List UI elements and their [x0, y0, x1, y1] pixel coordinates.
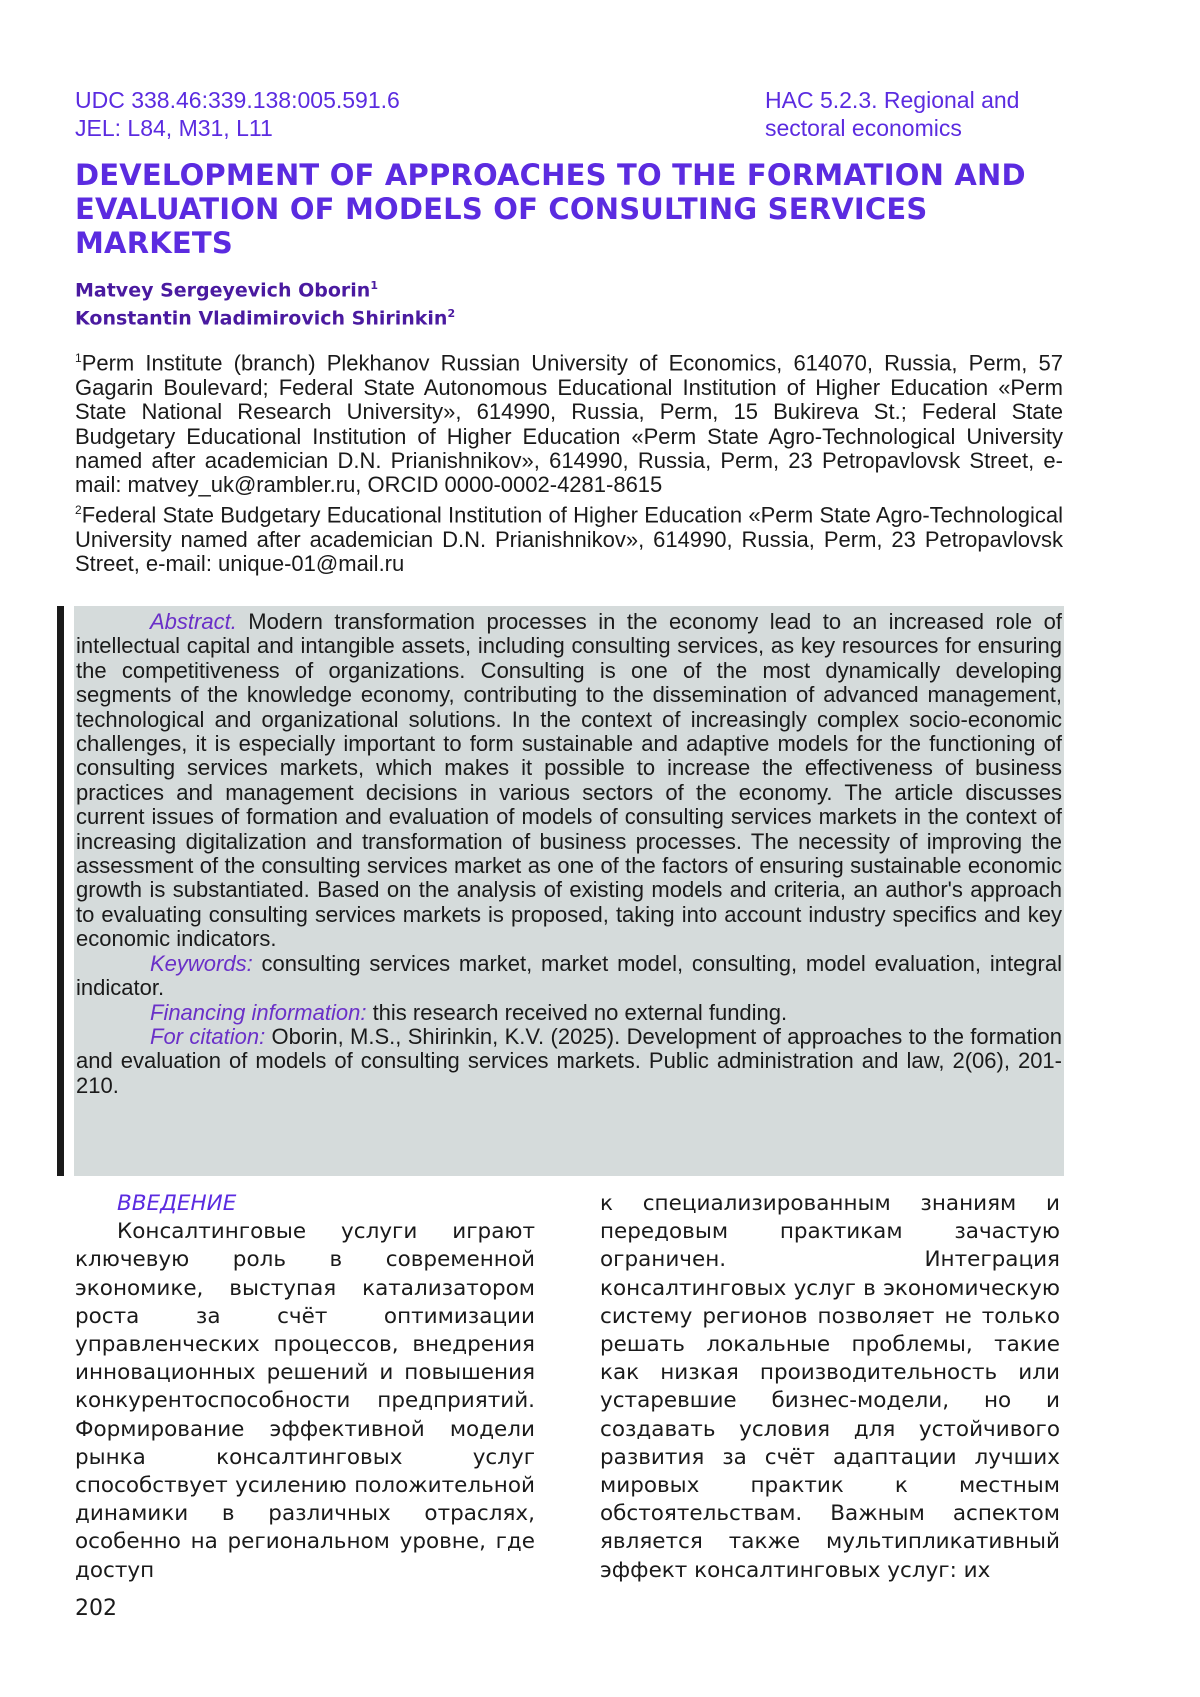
section-heading: ВВЕДЕНИЕ: [117, 1191, 237, 1216]
page-number: 202: [75, 1596, 117, 1621]
jel-code: JEL: L84, M31, L11: [75, 115, 273, 141]
classification-codes: [75, 86, 400, 142]
body-paragraph: к специализированным знаниям и передовым практикам зачастую ограничен. Интеграция консалтинговых услуг в экономическую систему регионов позволяет не только решать локальные проблемы, такие как низкая производительность или устаревшие бизнес-модели, но и создавать условия для устойчивого развития за счёт адаптации лучших мировых практик к местным обстоятельствам. Важным аспектом является также мультипликативный эффект консалтинговых услуг: их: [600, 1191, 1060, 1583]
citation-paragraph: For citation: Oborin, M.S., Shirinkin, K.V. (2025). Development of approaches to the formation and evaluation of models of consulting services markets. Public administration and law, 2(06), 201-210.: [76, 1023, 1062, 1098]
body-paragraph: Консалтинговые услуги играют ключевую роль в современной экономике, выступая катализатором роста за счёт оптимизации управленческих процессов, внедрения инновационных решений и повышения конкурентоспособности предприятий. Формирование эффективной модели рынка консалтинговых услуг способствует усилению положительной динамики в различных отраслях, особенно на региональном уровне, где доступ: [75, 1219, 535, 1583]
abstract-paragraph: Abstract. Modern transformation processes in the economy lead to an increased role of intellectual capital and intangible assets, including consulting services, as key resources for ensuring the competitiveness of organizations. Consulting is one of the most dynamically developing segments of the knowledge economy, contributing to the dissemination of advanced management, technological and organizational solutions. In the context of increasingly complex socio-economic challenges, it is especially important to form sustainable and adaptive models for the functioning of consulting services markets, which makes it possible to increase the effectiveness of business practices and management decisions in various sectors of the economy. The article discusses current issues of formation and evaluation of models of consulting services markets in the context of increasing digitalization and transformation of business processes. The necessity of improving the assessment of the consulting services market as one of the factors of ensuring sustainable economic growth is substantiated. Based on the analysis of existing models and criteria, an author's approach to evaluating consulting services markets is proposed, taking into account industry specifics and key economic indicators.: [76, 609, 1062, 952]
author: Konstantin Vladimirovich Shirinkin$^2$: [75, 307, 456, 330]
keywords-paragraph: Keywords: consulting services market, market model, consulting, model evaluation, integral indicator.: [76, 950, 1062, 1001]
hac-specialty: [765, 86, 1019, 142]
citation-label: For citation:: [150, 1023, 266, 1049]
author-list: [75, 274, 455, 331]
affiliation: $^1$Perm Institute (branch) Plekhanov Russian University of Economics, 614070, Russia, Perm, 57 Gagarin Boulevard; Federal State Autonomous Educational Institution of Higher Education «Perm State National Research University», 614990, Russia, Perm, 15 Bukireva St.; Federal State Budgetary Educational Institution of Higher Education «Perm State Agro-Technological University named after academician D.N. Prianishnikov», 614990, Russia, Perm, 23 Petropavlovsk Street, e-mail: matvey_uk@rambler.ru, ORCID 0000-0002-4281-8615: [75, 350, 1063, 498]
hac-line-1: HAC 5.2.3. Regional and: [765, 87, 1020, 113]
body-column-left: [75, 1190, 535, 1585]
abstract-label: Abstract.: [150, 609, 237, 634]
affiliation: $^2$Federal State Budgetary Educational Institution of Higher Education «Perm State Agro-Technological University named after academician D.N. Prianishnikov», 614990, Russia, Perm, 23 Petropavlovsk Street, e-mail: unique-01@mail.ru: [75, 502, 1063, 576]
author: Matvey Sergeyevich Oborin$^1$: [75, 279, 378, 302]
article-title: DEVELOPMENT OF APPROACHES TO THE FORMATION AND EVALUATION OF MODELS OF CONSULTING SERVICES MARKETS: [75, 158, 1026, 260]
abstract-side-bar: [57, 606, 64, 1176]
udc-code: UDC 338.46:339.138:005.591.6: [75, 87, 400, 113]
financing-label: Financing information:: [150, 999, 367, 1025]
keywords-label: Keywords:: [150, 950, 253, 976]
financing-paragraph: Financing information: this research received no external funding.: [150, 999, 788, 1025]
abstract-block: [76, 610, 1062, 1098]
affiliations: [75, 346, 1063, 576]
hac-line-2: sectoral economics: [765, 115, 962, 141]
body-column-right: [600, 1190, 1060, 1585]
